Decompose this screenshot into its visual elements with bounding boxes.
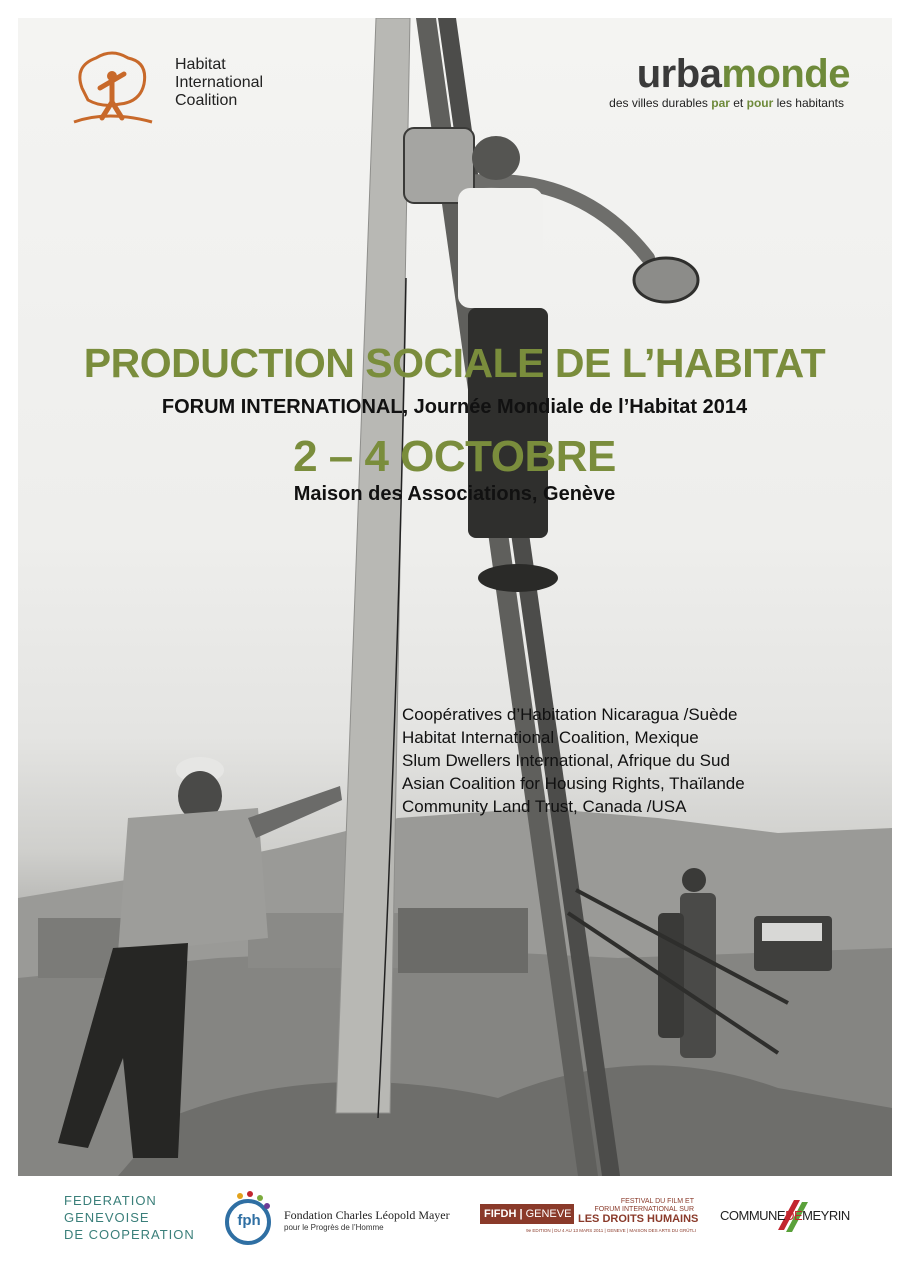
hic-emblem-icon (68, 48, 154, 126)
poster-subtitle: FORUM INTERNATIONAL, Journée Mondiale de l’Habitat 2014 (161, 396, 748, 418)
fgc-line-3: DE COOPERATION (64, 1227, 195, 1242)
fph-name: Fondation Charles Léopold Mayer (284, 1208, 450, 1222)
urbamonde-tagline-mid: et (729, 96, 747, 110)
fgc-line-1: FEDERATION (64, 1193, 157, 1208)
fifdh-line-4: 9e EDITION | DU 4 AU 13 MARS 2011 | GENEVE | MAISON DES ARTS DU GRÜTLI (526, 1228, 696, 1233)
poster-dates: 2 – 4 OCTOBRE (293, 432, 616, 481)
photo-scene (18, 18, 892, 1176)
participants-list (402, 703, 745, 818)
lamp-head (634, 258, 698, 302)
participant-item: Slum Dwellers International, Afrique du Sud (402, 751, 730, 770)
background-photograph (18, 18, 892, 1176)
worker-on-ladder-shirt (458, 188, 543, 308)
fgc-logo (64, 1192, 195, 1243)
fph-logo (220, 1190, 450, 1246)
urbamonde-tagline-pour: pour (746, 96, 774, 110)
participant-item: Habitat International Coalition, Mexique (402, 728, 699, 747)
participant-item: Coopératives d’Habitation Nicaragua /Suède (402, 705, 738, 724)
hic-line-1: Habitat (175, 56, 226, 73)
participant-item: Community Land Trust, Canada /USA (402, 797, 687, 816)
urbamonde-logo (588, 52, 850, 114)
worker-left-shirt (118, 808, 268, 953)
fifdh-logo: FIFDH | GENEVE FESTIVAL DU FILM ET FORUM INTERNATIONAL SUR LES DROITS HUMAINS 9e EDITION | DU 4 AU 13 MARS 2011 | GENEVE | MAISON DES ARTS DU GRÜTLI (480, 1198, 700, 1244)
hic-line-2: International (175, 74, 264, 91)
shack-3 (398, 908, 528, 973)
fifdh-city: GENEVE (525, 1208, 572, 1220)
hic-line-3: Coalition (175, 92, 238, 109)
fgc-line-2: GENEVOISE (64, 1210, 150, 1225)
fifdh-line-1: FESTIVAL DU FILM ET (620, 1198, 694, 1205)
worker-on-ladder-head (472, 136, 520, 180)
fph-short: fph (237, 1212, 261, 1229)
fifdh-line-2: FORUM INTERNATIONAL SUR (594, 1206, 694, 1213)
hic-logo (68, 48, 298, 128)
urbamonde-tagline-par: par (711, 96, 730, 110)
fifdh-tag: FIFDH (484, 1208, 517, 1220)
meyrin-de: DE (785, 1208, 803, 1223)
urbamonde-tagline-post: les habitants (773, 96, 844, 110)
meyrin-post: MEYRIN (802, 1208, 850, 1223)
meyrin-logo (720, 1196, 860, 1236)
urbamonde-name-part2: monde (721, 52, 850, 96)
worker-left-arm (248, 786, 342, 838)
urbamonde-name-part1: urba (636, 52, 722, 96)
urbamonde-tagline-pre: des villes durables (609, 96, 712, 110)
poster-venue: Maison des Associations, Genève (293, 483, 616, 505)
poster-title: PRODUCTION SOCIALE DE L’HABITAT (83, 340, 826, 386)
participant-item: Asian Coalition for Housing Rights, Thaïlande (402, 774, 745, 793)
fph-sub: pour le Progrès de l’Homme (284, 1223, 384, 1232)
worker-right (680, 893, 716, 1058)
meyrin-pre: COMMUNE (720, 1208, 786, 1223)
fifdh-line-3: LES DROITS HUMAINS (578, 1213, 699, 1225)
